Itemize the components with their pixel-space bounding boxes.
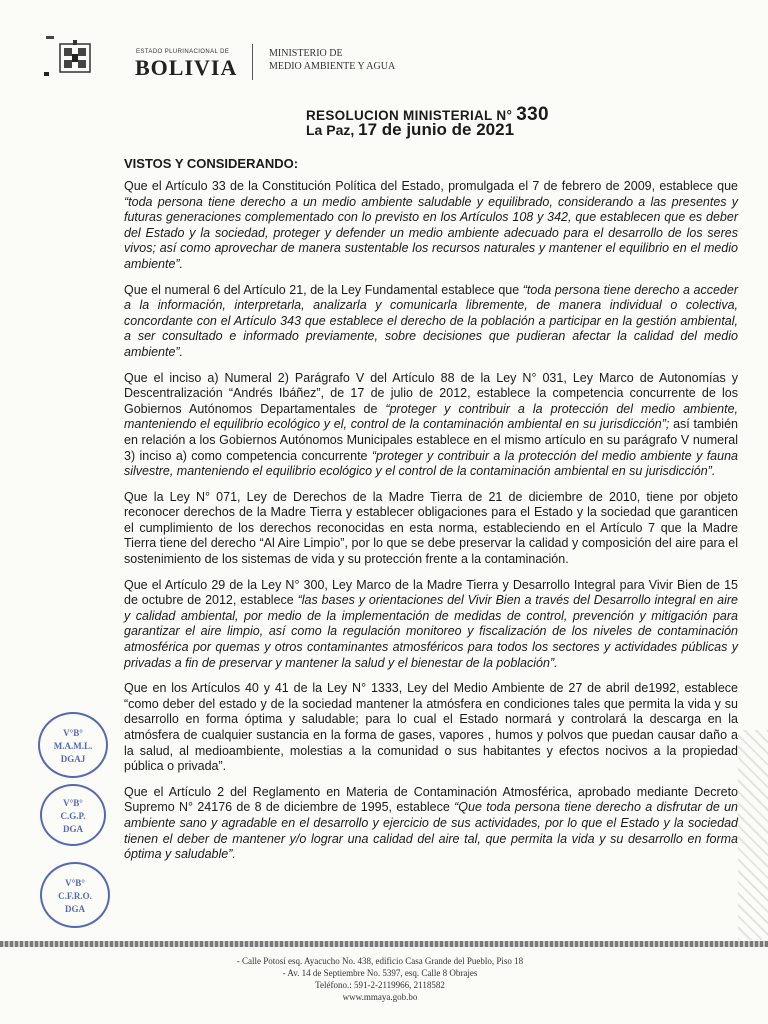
footer-rule [0, 941, 768, 947]
paragraph [124, 490, 738, 568]
stamp-line: V°B° [65, 878, 85, 888]
ministry-name [269, 47, 395, 73]
ministry-line-1: MINISTERIO DE [269, 48, 343, 59]
resolution-place: La Paz, [306, 122, 355, 138]
ministry-line-2: MEDIO AMBIENTE Y AGUA [269, 61, 396, 72]
paragraph [124, 371, 738, 480]
watermark-pattern [738, 730, 768, 940]
paragraph-text: Que el numeral 6 del Artículo 21, de la Ley Fundamental establece que [124, 282, 523, 297]
footer-website: www.mmaya.gob.bo [342, 992, 418, 1002]
paragraph-text: Que la Ley N° 071, Ley de Derechos de la Madre Tierra de 21 de diciembre de 2010, tiene por objeto reconocer derechos de la Madre Tierra y establecer obligaciones para el Estado y la sociedad que garanticen el cumplimiento de los derechos reconocidas en esta norma, estableciendo en el Artículo 7 que la Madre Tierra tiene del derecho “Al Aire Limpio”, por lo que se debe preservar la calidad y composición del aire para el sostenimiento de los sistemas de vida y su protección frente a la contaminación. [124, 489, 738, 567]
paragraph-quote: “toda persona tiene derecho a acceder a la información, interpretarla, analizarla y comunicarla libremente, de manera individual o colectiva, concordante con el Artículo 343 que establece el derecho de la población a participar en la gestión ambiental, a ser consultado e informado previamente, sobre decisiones que pudieran afectar la calidad del medio ambiente”. [124, 282, 738, 359]
paragraph-text: Que el Artículo 33 de la Constitución Política del Estado, promulgada el 7 de febrero de 2009, establece que [124, 179, 738, 193]
estado-label: ESTADO PLURINACIONAL DE [136, 49, 230, 55]
stamp-line: C.G.P. [60, 811, 86, 821]
footer-line: - Av. 14 de Septiembre No. 5397, esq. Calle 8 Obrajes [282, 968, 478, 978]
stamp-line: V°B° [63, 728, 83, 738]
paragraph-text: Que en los Artículos 40 y 41 de la Ley N° 1333, Ley del Medio Ambiente de 27 de abril de1992, establece “como deber del estado y de la sociedad mantener la atmósfera en condiciones tales que permita la vida y su desarrollo en forma óptima y saludable; para lo cual el Estado normará y controlará la descarga en la atmósfera de cualquier sustancia en la forma de gases, vapores , humos y polvos que puedan causar daño a la salud, al medioambiente, molestias a la comunidad o sus habitantes y efectos nocivos a la propiedad pública o privada”. [124, 681, 738, 774]
footer-line: - Calle Potosí esq. Ayacucho No. 438, edificio Casa Grande del Pueblo, Piso 18 [236, 956, 524, 966]
paragraph-quote: “proteger y contribuir a la protección del medio ambiente y fauna silvestre, manteniendo el equilibrio ecológico y el control de la contaminación ambiental en su jurisdicción”. [124, 448, 738, 479]
resolution-title-prefix: RESOLUCION MINISTERIAL N° [306, 108, 513, 123]
approval-stamp [40, 784, 106, 846]
resolution-date [306, 120, 514, 140]
paragraph [124, 578, 738, 672]
footer-address [160, 955, 600, 1003]
stamp-line: DGA [63, 824, 83, 834]
paragraph [124, 681, 738, 775]
stamp-line: M.A.M.L. [53, 741, 93, 751]
stamp-line: DGAJ [60, 754, 86, 764]
stamp-line: C.F.R.O. [58, 891, 92, 901]
paragraph [124, 785, 738, 863]
footer-line: Teléfono.: 591-2-2119966, 2118582 [315, 980, 445, 990]
stamp-line: V°B° [63, 798, 83, 808]
paragraph-text: así también en relación a los Gobiernos Autónomos Municipales establece en el mismo artículo en su parágrafo V numeral 3) inciso a) como competencia concurrente [124, 417, 738, 463]
paragraph-quote: “proteger y contribuir a la protección del medio ambiente, manteniendo el equilibrio ecológico y el, control de la contaminación ambiental en su jurisdicción”; [124, 401, 738, 432]
document-body [124, 156, 738, 873]
approval-stamp [38, 712, 108, 778]
letterhead [38, 34, 738, 94]
stamp-line: DGA [65, 904, 85, 914]
paragraph-text: Que el Artículo 2 del Reglamento en Materia de Contaminación Atmosférica, aprobado mediante Decreto Supremo N° 24176 de 8 de diciembre de 1995, establece [124, 784, 738, 815]
paragraph-quote: “Que toda persona tiene derecho a disfrutar de un ambiente sano y agradable en el desarrollo y ejercicio de sus actividades, por lo que el Estado y la sociedad tienen el deber de mantener y/o lograr una calidad del aire tal, que permita la vida y su desarrollo en forma óptima y saludable”. [124, 800, 739, 862]
paragraph-text: Que el inciso a) Numeral 2) Parágrafo V del Artículo 88 de la Ley N° 031, Ley Marco de Autonomías y Descentralización “Andrés Ibáñez”, de 17 de julio de 2012, establece la competencia concurrente de los Gobiernos Autónomos Departamentales de [124, 370, 738, 416]
resolution-number: 330 [516, 104, 549, 125]
country-name: BOLIVIA [135, 55, 238, 80]
coat-of-arms-icon [58, 40, 92, 76]
section-heading: VISTOS Y CONSIDERANDO: [124, 156, 299, 171]
scan-mark [46, 36, 54, 39]
resolution-date-value: 17 de junio de 2021 [358, 120, 515, 139]
paragraph-text: Que el Artículo 29 de la Ley N° 300, Ley Marco de la Madre Tierra y Desarrollo Integral para Vivir Bien de 15 de octubre de 2012, establece [124, 577, 738, 608]
paragraph [124, 283, 738, 361]
scan-mark [44, 72, 49, 76]
paragraph [124, 179, 738, 273]
approval-stamp [40, 862, 110, 928]
header-divider [252, 44, 253, 80]
paragraph-quote: “las bases y orientaciones del Vivir Bien a través del Desarrollo integral en aire y calidad ambiental, por medio de la implementación de medidas de control, prevención y mitigación para garantizar el aire limpio, así como la regulación monitoreo y fiscalización de los niveles de contaminación atmosférica por quemas y otros contaminantes atmosféricos para todos los sectores y actividades públicas y privadas a fin de preservar y mantener la salud y el bienestar de la población”. [124, 593, 738, 670]
paragraph-quote: “toda persona tiene derecho a un medio ambiente saludable y equilibrado, considerando a las presentes y futuras generaciones complementado con lo previsto en los Artículos 108 y 342, que establecen que es deber del Estado y la sociedad, proteger y defender un medio ambiente adecuado para el desarrollo de los seres vivos; así como aprovechar de manera sustentable los recursos naturales y mantener el equilibrio en el medio ambiente”. [124, 194, 738, 271]
